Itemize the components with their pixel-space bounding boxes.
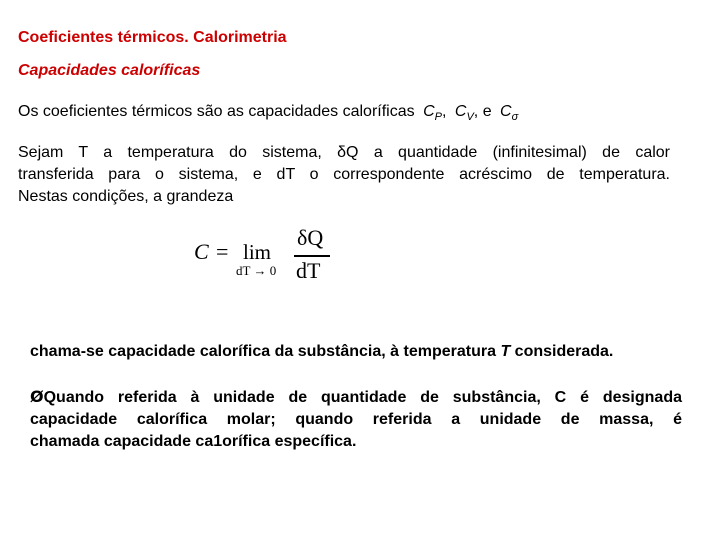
conclusion-text-end: considerada. (510, 343, 614, 360)
heat-capacity-formula (192, 225, 342, 287)
conclusion-text: chama-se capacidade calorífica da substância, à temperatura (30, 343, 501, 360)
paragraph-line: transferida para o sistema, e dT o correspondente acréscimo de temperatura. (18, 166, 670, 183)
formula-denominator: dT (296, 258, 321, 283)
symbol-cv: $C_V$ (454, 103, 474, 123)
definition-paragraph (18, 142, 670, 208)
section-subtitle: Capacidades caloríficas (18, 62, 201, 79)
symbol-sep-2: , e (473, 103, 492, 120)
intro-text: Os coeficientes térmicos são as capacidades caloríficas (18, 103, 415, 120)
bullet-line: capacidade calorífica molar; quando referida a unidade de massa, é (30, 411, 682, 428)
formula-equals: = (216, 239, 229, 264)
intro-line (18, 103, 518, 121)
page-title: Coeficientes térmicos. Calorimetria (18, 29, 287, 46)
formula-numerator: δQ (297, 225, 324, 250)
formula-lhs: C (194, 239, 209, 264)
formula-lim: lim (243, 240, 272, 264)
arrow-bullet-icon: Ø (30, 387, 44, 406)
bullet-line: chamada capacidade ca1orífica específica. (30, 433, 357, 450)
formula-limit-subscript: dT → 0 (236, 263, 277, 278)
bullet-paragraph (30, 386, 682, 453)
conclusion-variable: T (500, 343, 511, 360)
paragraph-line: Nestas condições, a grandeza (18, 188, 234, 205)
fraction-bar (294, 255, 330, 257)
symbol-sep-1: , (441, 103, 447, 120)
bullet-line: ØQuando referida à unidade de quantidade de substância, C é designada (30, 387, 682, 406)
conclusion-line (30, 343, 613, 361)
symbol-csigma: $C_\sigma$ (500, 103, 519, 123)
symbol-cp: $C_P$ (423, 103, 442, 123)
paragraph-line: Sejam T a temperatura do sistema, δQ a quantidade (infinitesimal) de calor (18, 144, 670, 161)
